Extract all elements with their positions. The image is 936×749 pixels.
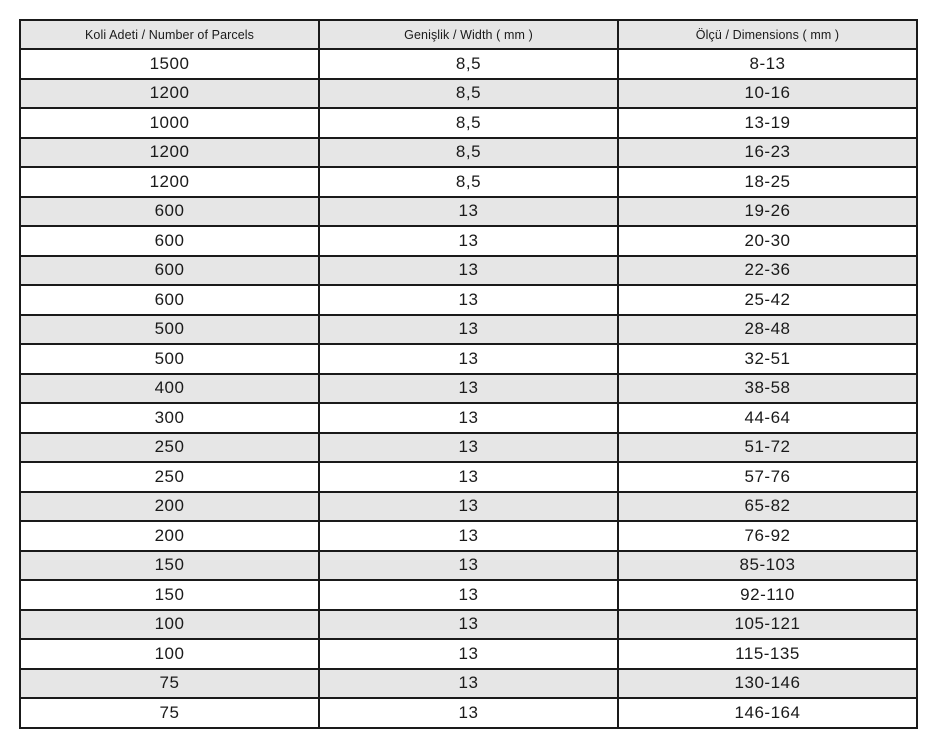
cell-number-of-parcels: 75 xyxy=(20,669,319,699)
table-row xyxy=(20,79,917,109)
cell-dimensions: 28-48 xyxy=(618,315,917,345)
cell-number-of-parcels: 1000 xyxy=(20,108,319,138)
cell-width: 13 xyxy=(319,226,618,256)
cell-width: 13 xyxy=(319,521,618,551)
header-number-of-parcels: Koli Adeti / Number of Parcels xyxy=(20,20,319,49)
cell-number-of-parcels: 250 xyxy=(20,462,319,492)
table-row xyxy=(20,374,917,404)
cell-dimensions: 115-135 xyxy=(618,639,917,669)
cell-width: 13 xyxy=(319,580,618,610)
cell-width: 13 xyxy=(319,639,618,669)
cell-width: 13 xyxy=(319,256,618,286)
cell-width: 13 xyxy=(319,698,618,728)
table-body xyxy=(20,49,917,728)
cell-width: 13 xyxy=(319,610,618,640)
cell-number-of-parcels: 600 xyxy=(20,197,319,227)
cell-dimensions: 51-72 xyxy=(618,433,917,463)
cell-width: 13 xyxy=(319,197,618,227)
cell-number-of-parcels: 500 xyxy=(20,344,319,374)
cell-dimensions: 16-23 xyxy=(618,138,917,168)
cell-number-of-parcels: 250 xyxy=(20,433,319,463)
cell-width: 13 xyxy=(319,551,618,581)
cell-width: 8,5 xyxy=(319,79,618,109)
cell-width: 13 xyxy=(319,433,618,463)
cell-width: 13 xyxy=(319,285,618,315)
cell-dimensions: 25-42 xyxy=(618,285,917,315)
table-row xyxy=(20,669,917,699)
cell-width: 13 xyxy=(319,374,618,404)
cell-number-of-parcels: 500 xyxy=(20,315,319,345)
table-row xyxy=(20,108,917,138)
table-row xyxy=(20,138,917,168)
cell-dimensions: 22-36 xyxy=(618,256,917,286)
cell-dimensions: 92-110 xyxy=(618,580,917,610)
cell-number-of-parcels: 1200 xyxy=(20,79,319,109)
table-row xyxy=(20,462,917,492)
cell-number-of-parcels: 300 xyxy=(20,403,319,433)
cell-number-of-parcels: 600 xyxy=(20,256,319,286)
header-dimensions: Ölçü / Dimensions ( mm ) xyxy=(618,20,917,49)
cell-dimensions: 57-76 xyxy=(618,462,917,492)
table-row xyxy=(20,344,917,374)
parcel-dimensions-table-container xyxy=(19,19,916,729)
table-row xyxy=(20,521,917,551)
table-row xyxy=(20,433,917,463)
cell-width: 8,5 xyxy=(319,167,618,197)
cell-width: 13 xyxy=(319,315,618,345)
cell-number-of-parcels: 400 xyxy=(20,374,319,404)
table-row xyxy=(20,610,917,640)
cell-width: 13 xyxy=(319,669,618,699)
cell-dimensions: 32-51 xyxy=(618,344,917,374)
cell-number-of-parcels: 150 xyxy=(20,551,319,581)
table-row xyxy=(20,315,917,345)
table-row xyxy=(20,285,917,315)
table-row xyxy=(20,639,917,669)
cell-dimensions: 44-64 xyxy=(618,403,917,433)
header-width: Genişlik / Width ( mm ) xyxy=(319,20,618,49)
cell-number-of-parcels: 150 xyxy=(20,580,319,610)
cell-number-of-parcels: 600 xyxy=(20,285,319,315)
cell-width: 13 xyxy=(319,462,618,492)
cell-dimensions: 146-164 xyxy=(618,698,917,728)
table-row xyxy=(20,197,917,227)
table-row xyxy=(20,492,917,522)
table-row xyxy=(20,698,917,728)
table-row xyxy=(20,167,917,197)
table-row xyxy=(20,403,917,433)
cell-number-of-parcels: 1200 xyxy=(20,167,319,197)
cell-number-of-parcels: 1200 xyxy=(20,138,319,168)
table-row xyxy=(20,580,917,610)
cell-dimensions: 13-19 xyxy=(618,108,917,138)
cell-dimensions: 76-92 xyxy=(618,521,917,551)
cell-dimensions: 18-25 xyxy=(618,167,917,197)
cell-width: 13 xyxy=(319,403,618,433)
cell-number-of-parcels: 75 xyxy=(20,698,319,728)
cell-width: 13 xyxy=(319,344,618,374)
parcel-dimensions-table xyxy=(19,19,918,729)
cell-number-of-parcels: 600 xyxy=(20,226,319,256)
cell-width: 13 xyxy=(319,492,618,522)
cell-number-of-parcels: 100 xyxy=(20,639,319,669)
cell-width: 8,5 xyxy=(319,49,618,79)
cell-dimensions: 10-16 xyxy=(618,79,917,109)
cell-number-of-parcels: 200 xyxy=(20,521,319,551)
cell-dimensions: 20-30 xyxy=(618,226,917,256)
cell-number-of-parcels: 1500 xyxy=(20,49,319,79)
cell-dimensions: 130-146 xyxy=(618,669,917,699)
table-row xyxy=(20,551,917,581)
cell-dimensions: 8-13 xyxy=(618,49,917,79)
table-row xyxy=(20,256,917,286)
header-row xyxy=(20,20,917,49)
table-row xyxy=(20,226,917,256)
cell-width: 8,5 xyxy=(319,138,618,168)
table-header xyxy=(20,20,917,49)
table-row xyxy=(20,49,917,79)
cell-dimensions: 105-121 xyxy=(618,610,917,640)
cell-number-of-parcels: 100 xyxy=(20,610,319,640)
cell-dimensions: 38-58 xyxy=(618,374,917,404)
cell-width: 8,5 xyxy=(319,108,618,138)
cell-dimensions: 85-103 xyxy=(618,551,917,581)
cell-number-of-parcels: 200 xyxy=(20,492,319,522)
cell-dimensions: 19-26 xyxy=(618,197,917,227)
cell-dimensions: 65-82 xyxy=(618,492,917,522)
